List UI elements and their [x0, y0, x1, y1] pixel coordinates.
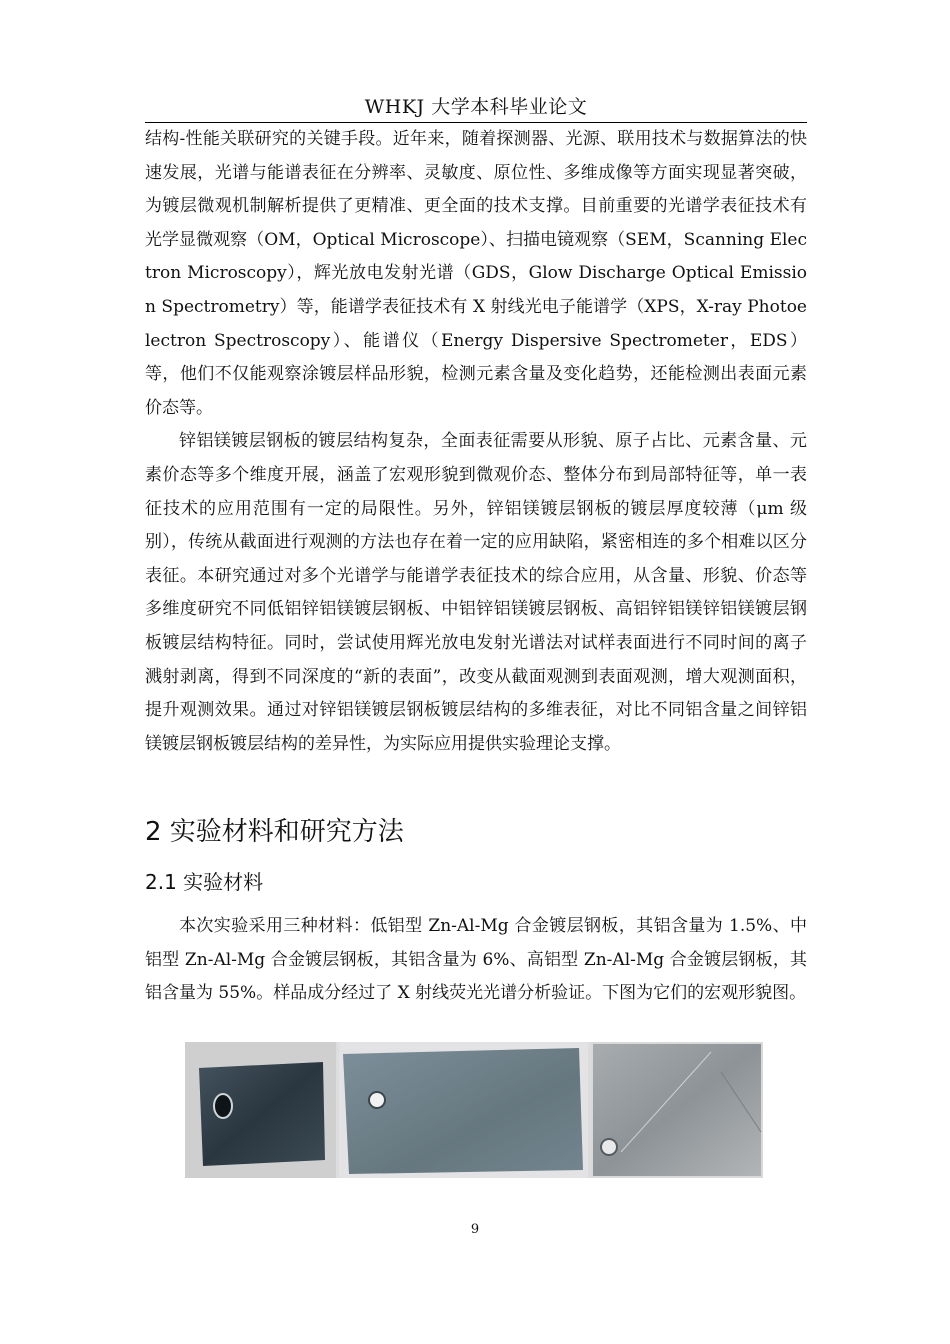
materials-paragraph: 本次实验采用三种材料：低铝型 Zn-Al-Mg 合金镀层钢板，其铝含量为 1.5%、中铝型 Zn-Al-Mg 合金镀层钢板，其铝含量为 6%、高铝型 Zn-Al-Mg 合金镀层钢板，其铝含量为 55%。样品成分经过了 X 射线荧光光谱分析验证。下图为它们的宏观形貌图。 — [145, 916, 807, 1004]
materials-text — [145, 910, 807, 1011]
photo-mid-al-sample — [339, 1042, 588, 1178]
subsection-heading: 2.1 实验材料 — [145, 870, 264, 894]
page-header — [145, 92, 807, 123]
high-al-plate-image — [591, 1042, 763, 1178]
low-al-plate-image — [185, 1042, 336, 1178]
section-heading: 2 实验材料和研究方法 — [145, 817, 404, 847]
paragraph-1: 结构-性能关联研究的关键手段。近年来，随着探测器、光源、联用技术与数据算法的快速发展，光谱与能谱表征在分辨率、灵敏度、原位性、多维成像等方面实现显著突破，为镀层微观机制解析提供了更精准、更全面的技术支撑。目前重要的光谱学表征技术有光学显微观察（OM，Optical Microscope）、扫描电镜观察（SEM，Scanning Electron Microscopy），辉光放电发射光谱（GDS，Glow Discharge Optical Emission Spectrometry）等，能谱学表征技术有 X 射线光电子能谱学（XPS，X-ray Photoelectron Spectroscopy）、能谱仪（Energy Dispersive Spectrometer，EDS）等，他们不仅能观察涂镀层样品形貌，检测元素含量及变化趋势，还能检测出表面元素价态等。 — [145, 129, 807, 418]
header-title: WHKJ 大学本科毕业论文 — [364, 96, 588, 118]
paragraph-2: 锌铝镁镀层钢板的镀层结构复杂，全面表征需要从形貌、原子占比、元素含量、元素价态等多个维度开展，涵盖了宏观形貌到微观价态、整体分布到局部特征等，单一表征技术的应用范围有一定的局限性。另外，锌铝镁镀层钢板的镀层厚度较薄（μm 级别），传统从截面进行观测的方法也存在着一定的应用缺陷，紧密相连的多个相难以区分表征。本研究通过对多个光谱学与能谱学表征技术的综合应用，从含量、形貌、价态等多维度研究不同低铝锌铝镁镀层钢板、中铝锌铝镁镀层钢板、高铝锌铝镁锌铝镁镀层钢板镀层结构特征。同时，尝试使用辉光放电发射光谱法对试样表面进行不同时间的离子溅射剥离，得到不同深度的“新的表面”，改变从截面观测到表面观测，增大观测面积，提升观测效果。通过对锌铝镁镀层钢板镀层结构的多维表征，对比不同铝含量之间锌铝镁镀层钢板镀层结构的差异性，为实际应用提供实验理论支撑。 — [145, 431, 807, 754]
mid-al-plate-image — [339, 1042, 588, 1178]
sample-photos — [185, 1042, 763, 1178]
body-text — [145, 123, 807, 761]
page-number: 9 — [470, 1222, 480, 1237]
photo-high-al-sample — [591, 1042, 763, 1178]
photo-low-al-sample — [185, 1042, 336, 1178]
